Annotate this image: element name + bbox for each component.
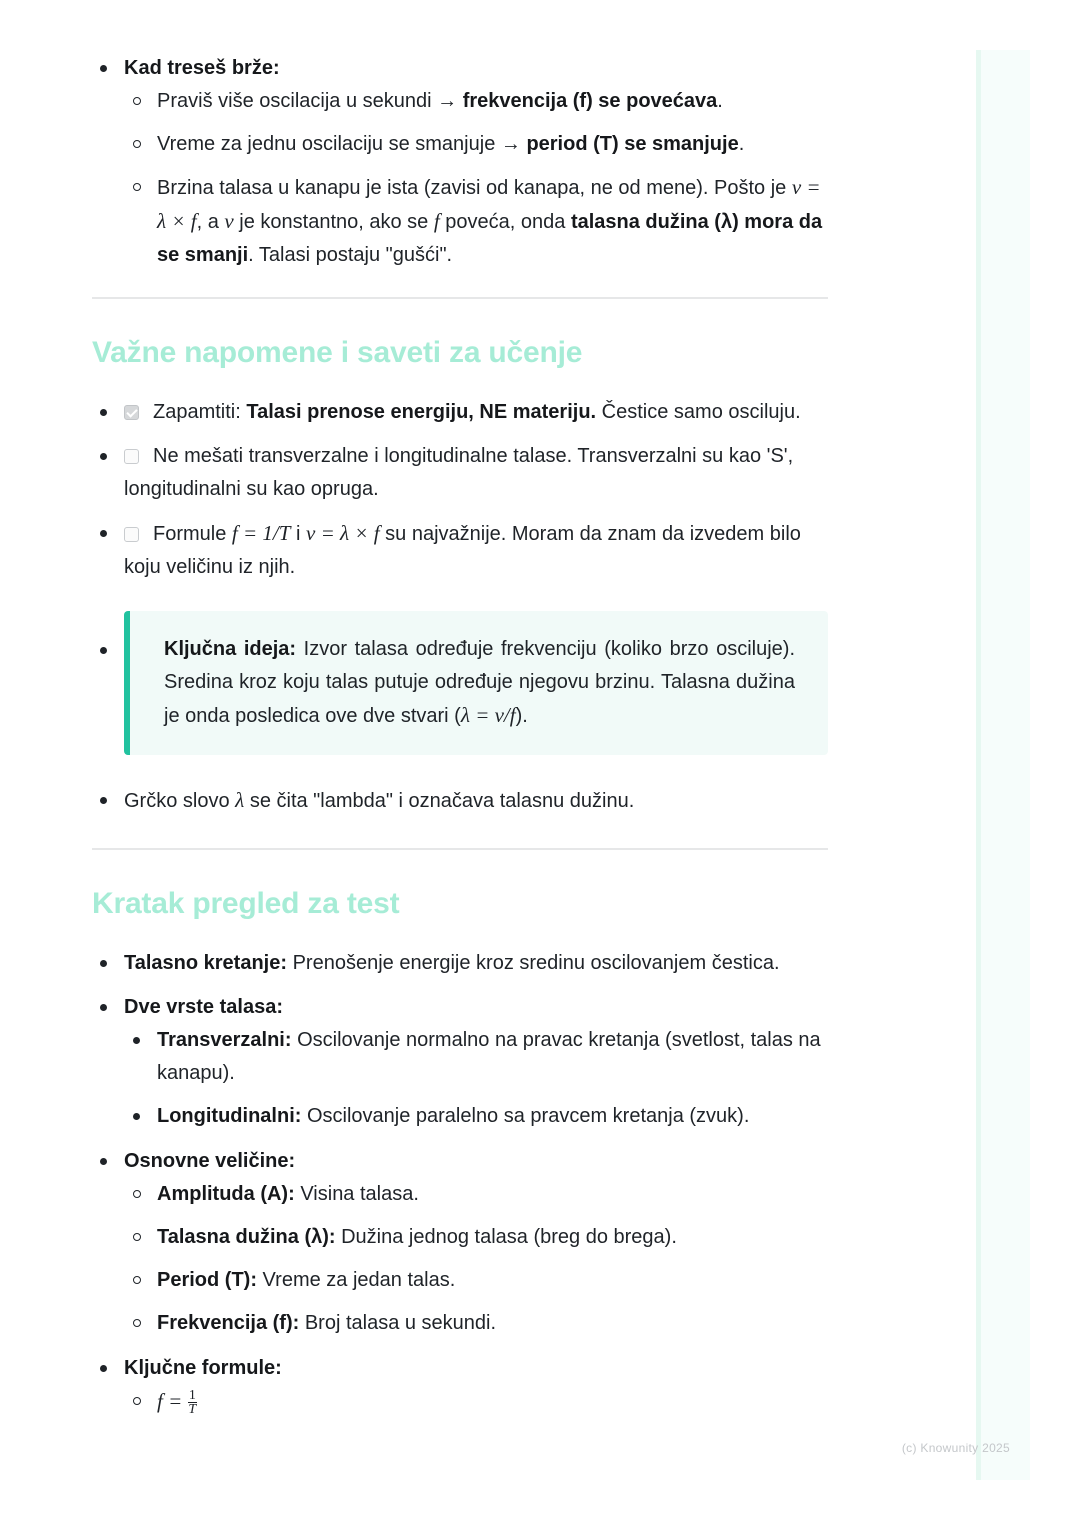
checkbox[interactable]	[124, 527, 139, 542]
fraction-denominator: T	[188, 1402, 197, 1418]
list-item	[124, 1100, 828, 1133]
list-item	[92, 1145, 828, 1340]
text: i	[290, 523, 306, 545]
text: Oscilovanje paralelno sa pravcem kretanja (zvuk).	[301, 1105, 750, 1127]
text: Prenošenje energije kroz sredinu oscilovanjem čestica.	[287, 952, 780, 974]
checkbox-checked[interactable]	[124, 405, 139, 420]
bold-text: Frekvencija (f):	[157, 1312, 300, 1334]
list-item	[124, 1385, 828, 1419]
bold-text: Osnovne veličine:	[124, 1150, 296, 1172]
list-item	[124, 1221, 828, 1254]
list-item	[92, 517, 828, 584]
text: je konstantno, ako se	[233, 211, 434, 233]
sub-list	[124, 1178, 828, 1340]
formula: v = λ × f	[306, 521, 380, 545]
bold-text: talasna dužina (λ) mora da se smanji	[157, 211, 823, 266]
text: . Talasi postaju "gušći".	[248, 244, 453, 266]
list-item	[92, 52, 828, 272]
text: Dužina jednog talasa (breg do brega).	[335, 1226, 677, 1248]
sub-list	[124, 1024, 828, 1133]
fraction-numerator: 1	[188, 1388, 196, 1404]
text: su najvažnije. Moram da znam da izvedem bilo koju veličinu iz njih.	[124, 523, 801, 578]
formula: f	[433, 209, 440, 233]
formula: λ = v/f	[460, 703, 516, 727]
side-rail	[976, 50, 1030, 1480]
text: Oscilovanje normalno na pravac kretanja (svetlost, talas na kanapu).	[157, 1029, 821, 1084]
item-title: Kad treseš brže:	[124, 57, 280, 79]
text: Brzina talasa u kanapu je ista (zavisi od kanapa, ne od mene). Pošto je	[157, 177, 792, 199]
bold-text: frekvencija (f) se povećava	[462, 90, 718, 112]
text: Broj talasa u sekundi.	[299, 1312, 497, 1334]
section-heading: Važne napomene i saveti za učenje	[92, 336, 583, 369]
bold-text: Period (T):	[157, 1269, 257, 1291]
list-item	[92, 1352, 828, 1419]
text: Praviš više oscilacija u sekundi →	[157, 90, 463, 112]
text: se čita "lambda" i označava talasnu dužinu.	[244, 790, 635, 812]
sub-list	[124, 1385, 828, 1419]
text: Izvor talasa određuje frekvenciju (koliko brzo osciluje). Sredina kroz koju talas putuje određuje njegovu brzinu. Talasna dužina je onda posledica ove dve stvari (	[164, 638, 795, 727]
copyright-text: (c) Knowunity 2025	[901, 1441, 1010, 1455]
list-item	[124, 1024, 828, 1090]
list-item	[92, 947, 828, 980]
bold-text: Talasna dužina (λ):	[157, 1226, 336, 1248]
text: Visina talasa.	[294, 1183, 419, 1205]
study-tips-list	[92, 396, 828, 584]
key-idea-callout	[124, 611, 828, 755]
summary-list	[92, 947, 828, 1419]
list-item	[92, 440, 828, 506]
checkbox[interactable]	[124, 449, 139, 464]
list-item	[124, 1307, 828, 1340]
list-item	[92, 611, 828, 755]
list-item	[92, 991, 828, 1133]
section-heading: Kratak pregled za test	[92, 887, 400, 920]
text: , a	[196, 211, 225, 233]
document-body	[92, 52, 828, 1429]
formula: v	[224, 209, 234, 233]
list-item: Vreme za jednu oscilaciju se smanjuje → period (T) se smanjuje.	[124, 128, 828, 161]
list-item	[92, 396, 828, 429]
text: Vreme za jednu oscilaciju se smanjuje →	[157, 133, 527, 155]
list-item	[92, 784, 828, 818]
list-item	[124, 1178, 828, 1211]
list-item: Praviš više oscilacija u sekundi → frekvencija (f) se povećava.	[124, 85, 828, 118]
text: Čestice samo osciluju.	[596, 401, 801, 423]
text: Vreme za jedan talas.	[257, 1269, 456, 1291]
bold-text: Talasno kretanje:	[124, 952, 288, 974]
list-item	[124, 1264, 828, 1297]
sub-list	[124, 85, 828, 272]
formula: v = λ × f	[157, 175, 821, 233]
side-rail-line	[976, 50, 981, 1480]
bold-text: Longitudinalni:	[157, 1105, 302, 1127]
bold-text: Dve vrste talasa:	[124, 996, 283, 1018]
bold-text: Talasi prenose energiju, NE materiju.	[246, 401, 597, 423]
text: Grčko slovo	[124, 790, 236, 812]
divider	[92, 297, 828, 299]
text: Ne mešati transverzalne i longitudinalne talase. Transverzalni su kao 'S', longitudinalni su kao opruga.	[124, 445, 794, 500]
lambda-list	[92, 784, 828, 818]
bold-text: period (T) se smanjuje	[526, 133, 739, 155]
formula: λ	[235, 788, 245, 812]
bold-text: Transverzalni:	[157, 1029, 292, 1051]
fast-shaking-list	[92, 52, 828, 272]
fraction	[188, 1389, 197, 1416]
text: poveća, onda	[439, 211, 571, 233]
text: ).	[515, 705, 528, 727]
text: Zapamtiti:	[153, 401, 247, 423]
formula: f =	[157, 1389, 183, 1413]
list-item	[124, 171, 828, 272]
formula: f = 1/T	[231, 521, 291, 545]
bold-text: Ključne formule:	[124, 1357, 282, 1379]
divider	[92, 848, 828, 850]
bold-text: Amplituda (A):	[157, 1183, 295, 1205]
text: Formule	[153, 523, 232, 545]
bold-text: Ključna ideja:	[164, 638, 297, 660]
